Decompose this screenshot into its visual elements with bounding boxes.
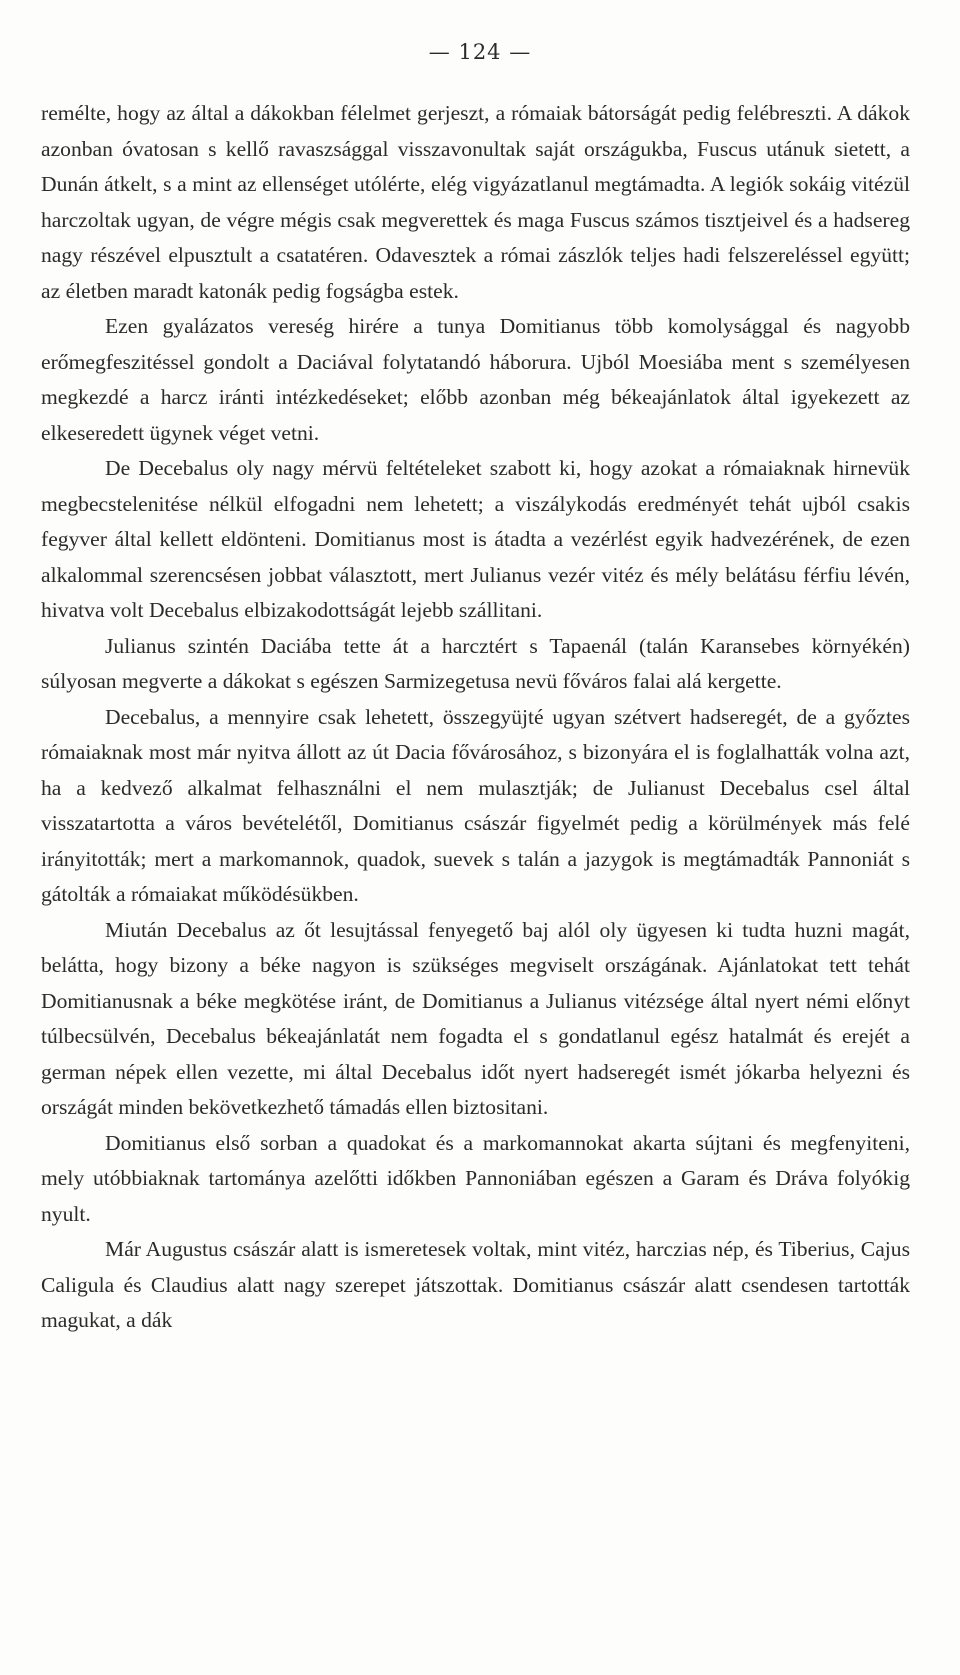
page-number: — 124 — <box>428 40 532 64</box>
paragraph-2: Ezen gyalázatos vereség hirére a tunya Domitianus több komolysággal és nagyobb erőmegfeszitéssel gondolt a Daciával folytatandó háborura. Ujból Moesiába ment s személyesen megkezdé a harcz iránti intézkedéseket; előbb azonban még békeajánlatok által igyekezett az elkeseredett ügynek véget vetni. <box>41 314 910 445</box>
paragraph-6: Miután Decebalus az őt lesujtással fenyegető baj alól oly ügyesen ki tudta huzni magát, belátta, hogy bizony a béke nagyon is szükséges megviselt országának. Ajánlatokat tett tehát Domitianusnak a béke megkötése iránt, de Domitianus a Julianus vitézsége által nyert némi előnyt túlbecsülvén, Decebalus békeajánlatát nem fogadta el s gondatlanul egész hatalmát és erejét a german népek ellen vezette, mi által Decebalus időt nyert hadseregét ismét jókarba helyezni és országát minden bekövetkezhető támadás ellen biztositani. <box>41 917 910 1119</box>
paragraph-7: Domitianus első sorban a quadokat és a markomannokat akarta sújtani és megfenyiteni, mely utóbbiaknak tartománya azelőtti időkben Pannoniában egészen a Garam és Dráva folyókig nyult. <box>41 1130 910 1226</box>
paragraph-3: De Decebalus oly nagy mérvü feltételeket szabott ki, hogy azokat a rómaiaknak hirnevük megbecstelenitése nélkül elfogadni nem lehetett; a viszálykodás eredményét tehát ujból csakis fegyver által kellett eldönteni. Domitianus most is átadta a vezérlést egyik hadvezérének, de ezen alkalommal szerencsésen jobbat választott, mert Julianus vezér vitéz és mély belátásu férfiu lévén, hivatva volt Decebalus elbizakodottságát lejebb szállitani. <box>41 456 910 622</box>
paragraph-5: Decebalus, a mennyire csak lehetett, összegyüjté ugyan szétvert hadseregét, de a győztes rómaiaknak most már nyitva állott az út Dacia fővárosához, s bizonyára el is foglalhatták volna azt, ha a kedvező alkalmat felhasználni el nem mulasztják; de Julianust Decebalus csel által visszatartotta a város bevételétől, Domitianus császár figyelmét pedig a körülmények más felé irányitották; mert a markomannok, quadok, suevek s talán a jazygok is megtámadták Pannoniát s gátolták a rómaiakat működésükben. <box>41 704 910 906</box>
paragraph-4: Julianus szintén Daciába tette át a harcztért s Tapaenál (talán Karansebes környékén) súlyosan megverte a dákokat s egészen Sarmizegetusa nevü főváros falai alá kergette. <box>41 633 910 693</box>
paragraph-8: Már Augustus császár alatt is ismeretesek voltak, mint vitéz, harczias nép, és Tiberius, Cajus Caligula és Claudius alatt nagy szerepet játszottak. Domitianus császár alatt csendesen tartották magukat, a dák <box>41 1237 910 1332</box>
paragraph-1: remélte, hogy az által a dákokban félelmet gerjeszt, a rómaiak bátorságát pedig felébreszti. A dákok azonban óvatosan s kellő ravaszsággal visszavonultak saját országukba, Fuscus utánuk sietett, a Dunán átkelt, s a mint az ellenséget utólérte, elég vigyázatlanul megtámadta. A legiók sokáig vitézül harczoltak ugyan, de végre mégis csak megverettek és maga Fuscus számos tisztjeivel és a hadsereg nagy részével elpusztult a csatatéren. Odavesztek a római zászlók teljes hadi felszereléssel együtt; az életben maradt katonák pedig fogságba estek. <box>41 101 910 303</box>
body-text <box>41 96 910 1339</box>
